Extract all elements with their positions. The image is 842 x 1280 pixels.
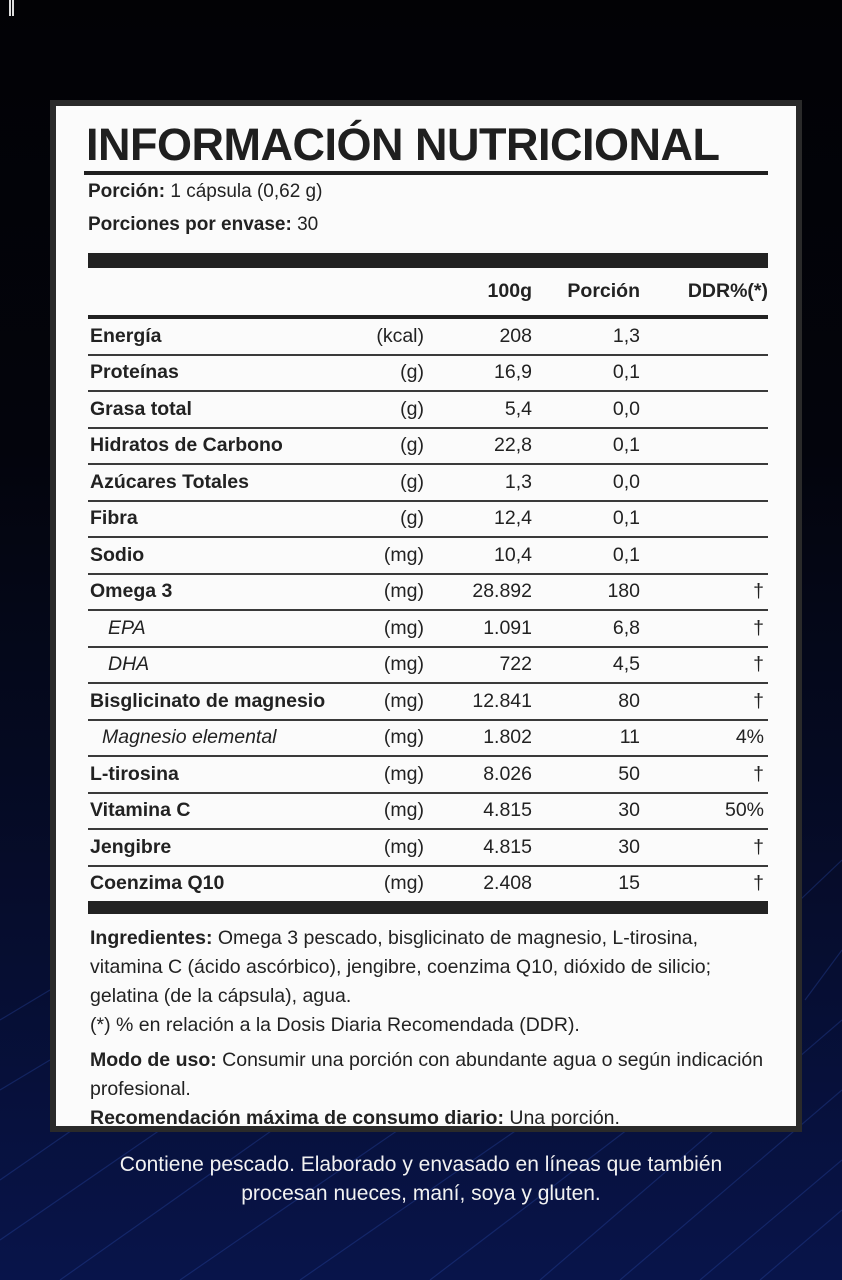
- nutrient-name: DHA: [88, 647, 354, 684]
- nutrient-name: Coenzima Q10: [90, 872, 225, 895]
- nutrient-name: Fibra: [88, 501, 354, 538]
- value-per-portion: 0,0: [532, 391, 640, 428]
- nutrient-unit: (mg): [354, 720, 424, 757]
- table-row: [88, 793, 768, 830]
- header-blank: [88, 268, 354, 317]
- value-per-portion: 1,3: [532, 317, 640, 355]
- value-per-portion: 30: [532, 793, 640, 830]
- table-row: [88, 537, 768, 574]
- nutrient-unit: (mg): [383, 872, 424, 895]
- value-per-100g: 1.802: [424, 720, 532, 757]
- nutrient-name: Azúcares Totales: [88, 464, 354, 501]
- label-title: INFORMACIÓN NUTRICIONAL: [86, 119, 720, 170]
- nutrient-unit: (mg): [354, 829, 424, 866]
- ingredients: [84, 914, 768, 1040]
- value-ddr: †: [640, 647, 768, 684]
- value-ddr: †: [640, 683, 768, 720]
- header-blank-unit: [354, 268, 424, 317]
- servings-per-container: [84, 208, 768, 241]
- serving-size-label: Porción:: [88, 181, 166, 202]
- allergen-notice-line-2: procesan nueces, maní, soya y gluten.: [241, 1182, 601, 1205]
- nutrient-unit: (mg): [354, 610, 424, 647]
- value-ddr: 4%: [640, 720, 768, 757]
- value-per-portion: 0,1: [532, 428, 640, 465]
- value-per-portion: 0,1: [532, 537, 640, 574]
- nutrient-unit: (mg): [354, 537, 424, 574]
- value-ddr: †: [640, 829, 768, 866]
- value-per-portion: 180: [532, 574, 640, 611]
- nutrient-name: EPA: [88, 610, 354, 647]
- value-per-100g: 10,4: [424, 537, 532, 574]
- table-row: [88, 501, 768, 538]
- ingredients-text: Omega 3 pescado, bisglicinato de magnesio, L-tirosina, vitamina C (ácido ascórbico), jengibre, coenzima Q10, dióxido de silicio; gelatina (de la cápsula), agua.: [90, 927, 712, 1007]
- allergen-notice: [0, 1150, 842, 1208]
- value-per-100g: 28.892: [424, 574, 532, 611]
- value-per-100g: 4.815: [424, 829, 532, 866]
- table-row: [88, 756, 768, 793]
- value-per-portion: 0,0: [532, 464, 640, 501]
- nutrition-panel: [50, 100, 802, 1132]
- nutrient-name: Sodio: [88, 537, 354, 574]
- usage-label: Modo de uso:: [90, 1049, 217, 1071]
- value-ddr: [640, 501, 768, 538]
- nutrient-name: Bisglicinato de magnesio: [88, 683, 354, 720]
- value-ddr: [640, 391, 768, 428]
- nutrient-unit: (mg): [354, 756, 424, 793]
- nutrient-name: Jengibre: [88, 829, 354, 866]
- value-ddr: [640, 537, 768, 574]
- value-per-portion: 4,5: [532, 647, 640, 684]
- nutrient-unit: (g): [354, 355, 424, 392]
- value-per-portion: 11: [532, 720, 640, 757]
- nutrient-unit: (mg): [354, 574, 424, 611]
- value-ddr: [640, 317, 768, 355]
- value-ddr: 50%: [640, 793, 768, 830]
- table-row: [88, 683, 768, 720]
- table-row: [88, 464, 768, 501]
- ddr-footnote: (*) % en relación a la Dosis Diaria Recomendada (DDR).: [90, 1014, 580, 1036]
- nutrient-unit: (g): [354, 428, 424, 465]
- value-ddr: †: [640, 756, 768, 793]
- value-per-portion: 0,1: [532, 355, 640, 392]
- corner-mark: [9, 0, 14, 16]
- table-row: [88, 610, 768, 647]
- nutrient-unit: (g): [354, 501, 424, 538]
- value-per-100g: 12.841: [424, 683, 532, 720]
- value-ddr: [640, 355, 768, 392]
- value-per-portion: 50: [532, 756, 640, 793]
- servings-per-container-value: 30: [297, 214, 319, 235]
- value-per-100g: 208: [424, 317, 532, 355]
- nutrient-name: Omega 3: [88, 574, 354, 611]
- servings-per-container-label: Porciones por envase:: [88, 214, 292, 235]
- value-ddr: [640, 428, 768, 465]
- table-row: [88, 428, 768, 465]
- value-per-portion: 80: [532, 683, 640, 720]
- value-ddr: †: [640, 574, 768, 611]
- nutrient-name: Grasa total: [88, 391, 354, 428]
- nutrient-unit: (g): [354, 391, 424, 428]
- nutrient-name: Proteínas: [88, 355, 354, 392]
- value-ddr: †: [640, 610, 768, 647]
- table-row: [88, 866, 768, 902]
- table-row: [88, 829, 768, 866]
- value-per-100g: 1,3: [424, 464, 532, 501]
- table-row: [88, 355, 768, 392]
- nutrient-unit: (mg): [354, 793, 424, 830]
- value-per-portion: 6,8: [532, 610, 640, 647]
- value-per-100g: 4.815: [424, 793, 532, 830]
- value-per-100g: 16,9: [424, 355, 532, 392]
- value-per-100g: 12,4: [424, 501, 532, 538]
- nutrient-unit: (mg): [354, 683, 424, 720]
- allergen-notice-line-1: Contiene pescado. Elaborado y envasado en líneas que también: [119, 1153, 723, 1176]
- column-header-ddr: DDR%(*): [640, 268, 768, 317]
- column-header-portion: Porción: [532, 268, 640, 317]
- nutrient-name: Vitamina C: [88, 793, 354, 830]
- table-row: [88, 720, 768, 757]
- nutrient-name: L-tirosina: [88, 756, 354, 793]
- ingredients-label: Ingredientes:: [90, 927, 213, 949]
- nutrient-name: Energía: [88, 317, 354, 355]
- value-per-100g: 722: [424, 647, 532, 684]
- table-row: [88, 574, 768, 611]
- column-header-100g: 100g: [424, 268, 532, 317]
- nutrient-name: Hidratos de Carbono: [88, 428, 354, 465]
- value-per-100g: 8.026: [424, 756, 532, 793]
- value-ddr: †: [753, 872, 764, 895]
- value-per-100g: 1.091: [424, 610, 532, 647]
- nutrient-name: Magnesio elemental: [88, 720, 354, 757]
- section-divider: [88, 253, 768, 268]
- serving-size: [84, 175, 768, 208]
- table-row: [88, 391, 768, 428]
- nutrient-unit: (g): [354, 464, 424, 501]
- value-per-100g: 22,8: [424, 428, 532, 465]
- table-row: [88, 317, 768, 355]
- usage-text: Consumir una porción con abundante agua o según indicación profesional.: [90, 1049, 764, 1100]
- value-per-100g: 5,4: [424, 391, 532, 428]
- serving-size-value: 1 cápsula (0,62 g): [170, 181, 323, 202]
- nutrient-unit: (kcal): [354, 317, 424, 355]
- max-intake-label: Recomendación máxima de consumo diario:: [90, 1107, 504, 1129]
- section-divider-bottom: [88, 901, 768, 914]
- usage-instructions: [84, 1040, 768, 1133]
- value-per-portion: 0,1: [532, 501, 640, 538]
- value-ddr: [640, 464, 768, 501]
- table-header-row: [88, 268, 768, 317]
- nutrient-unit: (mg): [354, 647, 424, 684]
- nutrition-label: [56, 106, 796, 1129]
- table-row: [88, 647, 768, 684]
- value-per-100g: 2.408: [483, 872, 532, 895]
- nutrition-table: [88, 268, 768, 901]
- value-per-portion: 30: [532, 829, 640, 866]
- max-intake-text: Una porción.: [509, 1107, 620, 1129]
- value-per-portion: 15: [618, 872, 640, 895]
